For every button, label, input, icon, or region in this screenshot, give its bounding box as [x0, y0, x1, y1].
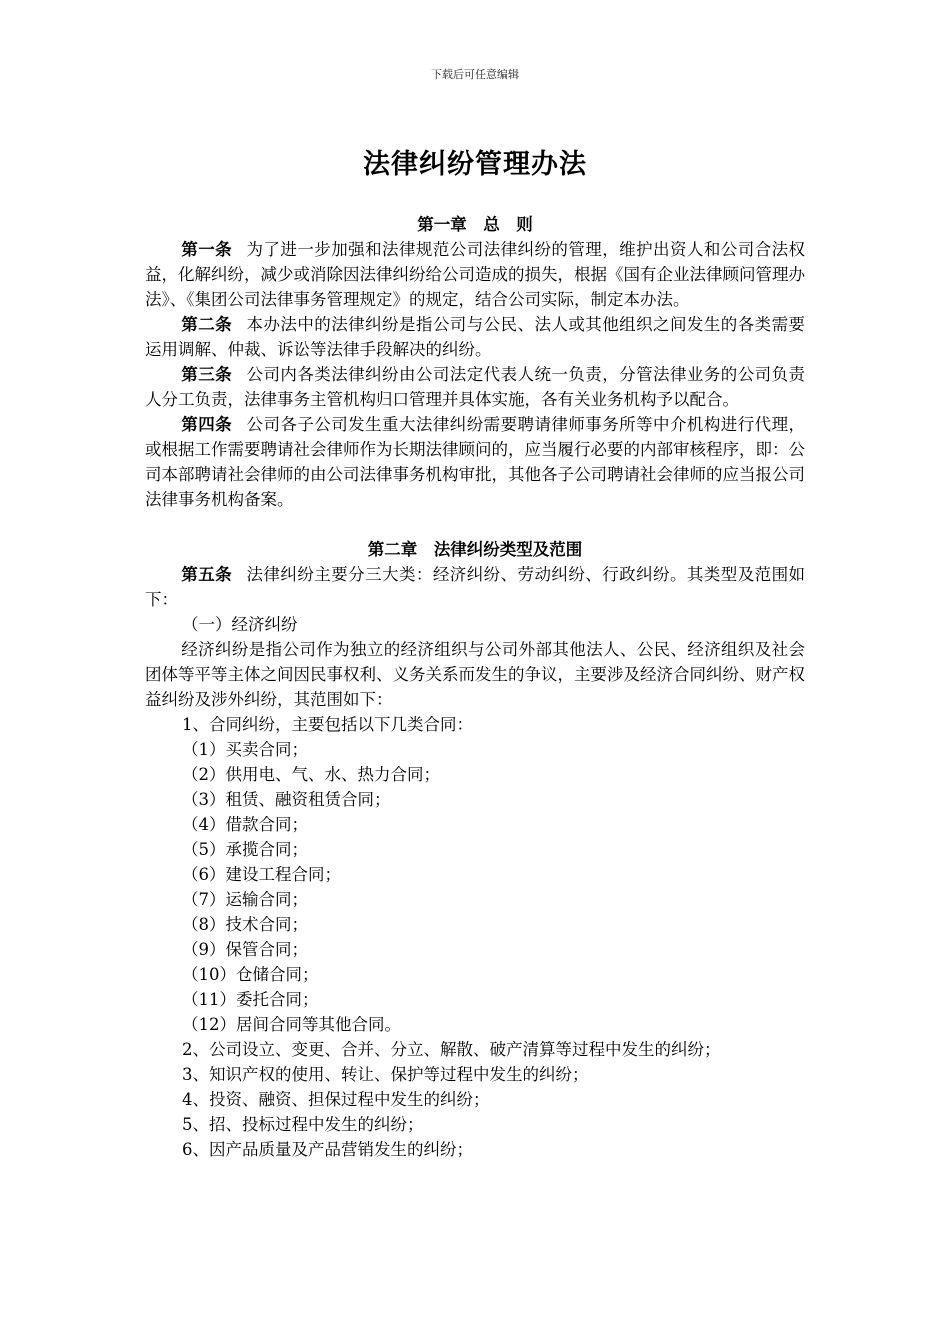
header-note: 下载后可任意编辑	[431, 68, 519, 81]
chapter-2-heading: 第二章 法律纠纷类型及范围	[367, 540, 583, 559]
contract-item: （4）借款合同；	[182, 815, 308, 834]
contract-item: （11）委托合同；	[182, 990, 319, 1009]
article-4	[145, 412, 805, 512]
article-label: 第三条	[181, 365, 233, 384]
contract-item: （2）供用电、气、水、热力合同；	[182, 765, 440, 784]
contract-item: （7）运输合同；	[182, 890, 308, 909]
contract-item: （1）买卖合同；	[182, 740, 308, 759]
contract-item: （10）仓储合同；	[182, 965, 319, 984]
article-text: 为了进一步加强和法律规范公司法律纠纷的管理，维护出资人和公司合法权益，化解纠纷，减少或消除因法律纠纷给公司造成的损失，根据《国有企业法律顾问管理办法》、《集团公司法律事务管理规定》的规定，结合公司实际，制定本办法。	[145, 240, 806, 309]
section-heading: （一）经济纠纷	[182, 615, 298, 634]
article-5	[145, 562, 805, 612]
contract-item: （8）技术合同；	[182, 915, 308, 934]
list-item: 1、合同纠纷，主要包括以下几类合同：	[182, 715, 473, 734]
contract-item: （9）保管合同；	[182, 940, 308, 959]
contract-item: （6）建设工程合同；	[182, 865, 341, 884]
contract-item: （12）居间合同等其他合同。	[182, 1015, 401, 1034]
document-title: 法律纠纷管理办法	[363, 149, 587, 180]
article-label: 第一条	[181, 240, 233, 259]
chapter-1-heading: 第一章 总 则	[417, 215, 533, 234]
list-item: 2、公司设立、变更、合并、分立、解散、破产清算等过程中发生的纠纷；	[182, 1040, 721, 1059]
list-item: 4、投资、融资、担保过程中发生的纠纷；	[182, 1090, 490, 1109]
article-text: 法律纠纷主要分三大类：经济纠纷、劳动纠纷、行政纠纷。其类型及范围如下：	[145, 565, 806, 609]
article-label: 第二条	[181, 315, 233, 334]
article-label: 第四条	[181, 415, 233, 434]
list-item: 5、招、投标过程中发生的纠纷；	[182, 1115, 424, 1134]
contract-item: （5）承揽合同；	[182, 840, 308, 859]
article-text: 本办法中的法律纠纷是指公司与公民、法人或其他组织之间发生的各类需要运用调解、仲裁、诉讼等法律手段解决的纠纷。	[145, 315, 806, 359]
article-text: 公司各子公司发生重大法律纠纷需要聘请律师事务所等中介机构进行代理，或根据工作需要聘请社会律师作为长期法律顾问的，应当履行必要的内部审核程序，即：公司本部聘请社会律师的由公司法律事务机构审批，其他各子公司聘请社会律师的应当报公司法律事务机构备案。	[145, 415, 806, 509]
article-text: 公司内各类法律纠纷由公司法定代表人统一负责，分管法律业务的公司负责人分工负责，法律事务主管机构归口管理并具体实施，各有关业务机构予以配合。	[145, 365, 806, 409]
list-item: 6、因产品质量及产品营销发生的纠纷；	[182, 1140, 473, 1159]
contract-item: （3）租赁、融资租赁合同；	[182, 790, 391, 809]
article-label: 第五条	[181, 565, 233, 584]
section-paragraph: 经济纠纷是指公司作为独立的经济组织与公司外部其他法人、公民、经济组织及社会团体等平等主体之间因民事权利、义务关系而发生的争议，主要涉及经济合同纠纷、财产权益纠纷及涉外纠纷，其范围如下：	[145, 640, 805, 709]
list-item: 3、知识产权的使用、转让、保护等过程中发生的纠纷；	[182, 1065, 589, 1084]
article-3	[145, 362, 805, 412]
article-2	[145, 312, 805, 362]
article-1	[145, 237, 805, 312]
document-body	[145, 212, 805, 1162]
